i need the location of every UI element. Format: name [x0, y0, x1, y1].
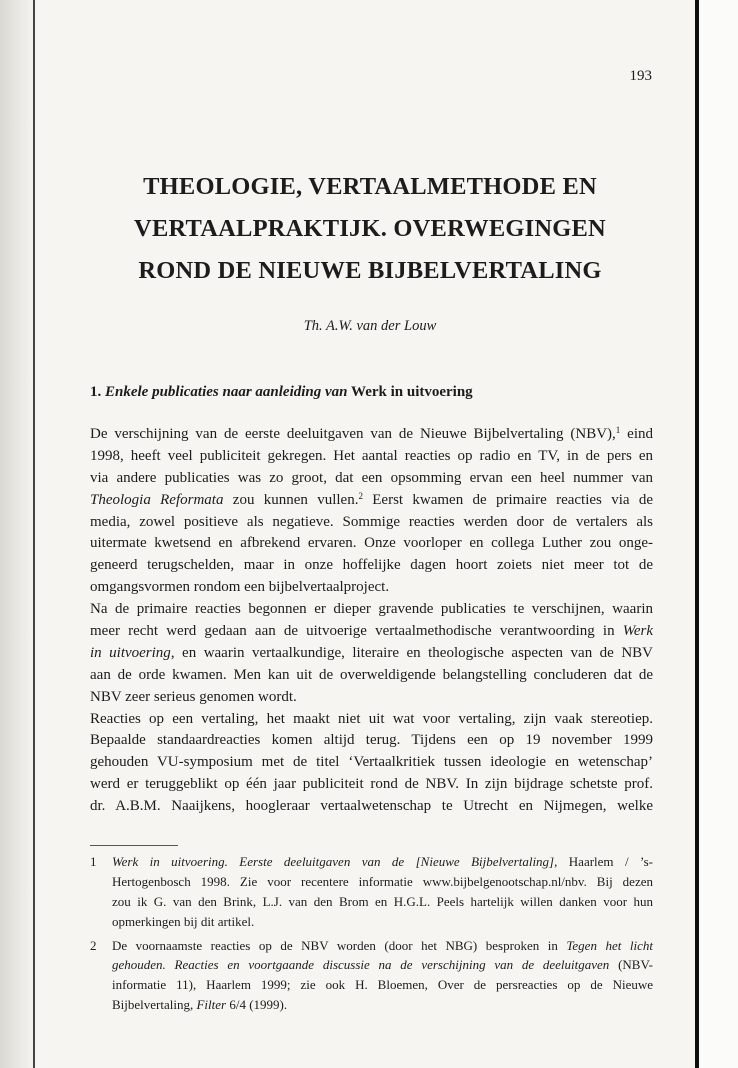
section-heading-italic: Enkele publicaties naar aanleiding van	[105, 384, 348, 400]
text-line: dr. A.B.M. Naaijkens, hoogleraar vertaalwetenschap te Utrecht en Nijmegen, welke	[90, 798, 653, 815]
right-margin	[699, 0, 738, 1068]
text-line: gehouden VU-symposium met de titel ‘Vertaalkritiek tussen ideologie en wetenschap’	[90, 754, 653, 771]
footnote-marker[interactable]: 2	[358, 490, 363, 501]
text-line: 1998, heeft veel publiciteit gekregen. Het aantal reacties op radio en TV, in de pers en	[90, 447, 653, 464]
section-heading-bold: Werk in uitvoering	[351, 384, 473, 400]
book-title: in uitvoering	[90, 644, 171, 661]
page-left-edge	[0, 0, 36, 1068]
text-line: omgangsvormen rondom een bijbelvertaalproject.	[90, 579, 390, 596]
footnote	[90, 852, 653, 932]
text-line: uitermate kwetsend en afbrekend ervaren. Onze voorloper en collega Luther zou onge-	[90, 535, 653, 552]
footnote-line: Bijbelvertaling, Filter 6/4 (1999).	[112, 997, 288, 1013]
text-line: De verschijning van de eerste deeluitgaven van de Nieuwe Bijbelvertaling (NBV),$^1$ eind	[90, 425, 653, 442]
text-line: werd er teruggeblikt op één jaar publiciteit rond de NBV. In zijn bijdrage schetste prof.	[90, 776, 653, 793]
section-number: 1.	[90, 384, 102, 400]
text-line: geneerd terugschelden, maar in onze hoffelijke dagen hoort zoiets niet meer tot de	[90, 557, 653, 574]
title-line: VERTAALPRAKTIJK. OVERWEGINGEN	[134, 215, 606, 242]
article-title	[86, 166, 654, 292]
text-line: Reacties op een vertaling, het maakt niet uit wat voor vertaling, zijn vaak stereotiep.	[90, 710, 653, 727]
title-line: THEOLOGIE, VERTAALMETHODE EN	[143, 173, 597, 200]
text-line: Bepaalde standaardreacties komen altijd terug. Tijdens een op 19 november 1999	[90, 732, 653, 749]
footnote	[90, 936, 653, 1016]
footnote-line: De voornaamste reacties op de NBV worden (door het NBG) besproken in Tegen het licht	[112, 937, 653, 953]
text-line: Theologia Reformata zou kunnen vullen.$^2$ Eerst kwamen de primaire reacties via de	[90, 490, 653, 508]
footnote-line: informatie 11), Haarlem 1999; zie ook H. Bloemen, Over de persreacties op de Nieuwe	[112, 977, 653, 993]
text-line: meer recht werd gedaan aan de uitvoerige vertaalmethodische verantwoording in Werk	[90, 623, 653, 640]
scan-border-left	[33, 0, 35, 1068]
book-title: Werk	[622, 623, 653, 640]
text-line: Na de primaire reacties begonnen er dieper gravende publicaties te verschijnen, waarin	[90, 601, 653, 618]
footnote-number: 2	[90, 937, 97, 953]
footnote-divider	[90, 845, 178, 846]
footnote-line: Werk in uitvoering. Eerste deeluitgaven van de [Nieuwe Bijbelvertaling], Haarlem / ’s-	[112, 854, 653, 869]
footnote-marker[interactable]: 1	[615, 425, 621, 435]
footnote-number: 1	[90, 854, 97, 869]
footnote-line: Hertogenbosch 1998. Zie voor recentere informatie www.bijbelgenootschap.nl/nbv. Bij dezen	[112, 873, 653, 889]
page-number: 193	[629, 68, 652, 84]
footnote-line: zou ik G. van den Brink, L.J. van den Brom en H.G.L. Peels hartelijk willen danken voor hun	[112, 893, 653, 909]
text-line: NBV zeer serieus genomen wordt.	[90, 688, 297, 705]
text-line: via andere publicaties was zo groot, dat een opsomming ervan een heel nummer van	[90, 469, 653, 486]
text-line: media, zowel positieve als negatieve. Sommige reacties werden door de vertalers als	[90, 513, 653, 530]
footnote-line: opmerkingen bij dit artikel.	[112, 913, 255, 929]
section-heading	[90, 384, 660, 401]
body-text	[90, 424, 653, 818]
text-line: aan de orde kwamen. Men kan uit de overweldigende belangstelling concluderen dat de	[90, 666, 653, 683]
title-line: ROND DE NIEUWE BIJBELVERTALING	[138, 257, 602, 284]
journal-title: Theologia Reformata	[90, 491, 224, 508]
footnote-line: gehouden. Reacties en voortgaande discussie na de verschijning van de deeluitgaven (NBV-	[112, 957, 653, 973]
author: Th. A.W. van der Louw	[303, 318, 437, 334]
text-line: in uitvoering, en waarin vertaalkundige, literaire en theologische aspecten van de NBV	[90, 644, 653, 661]
footnotes	[90, 852, 653, 1019]
